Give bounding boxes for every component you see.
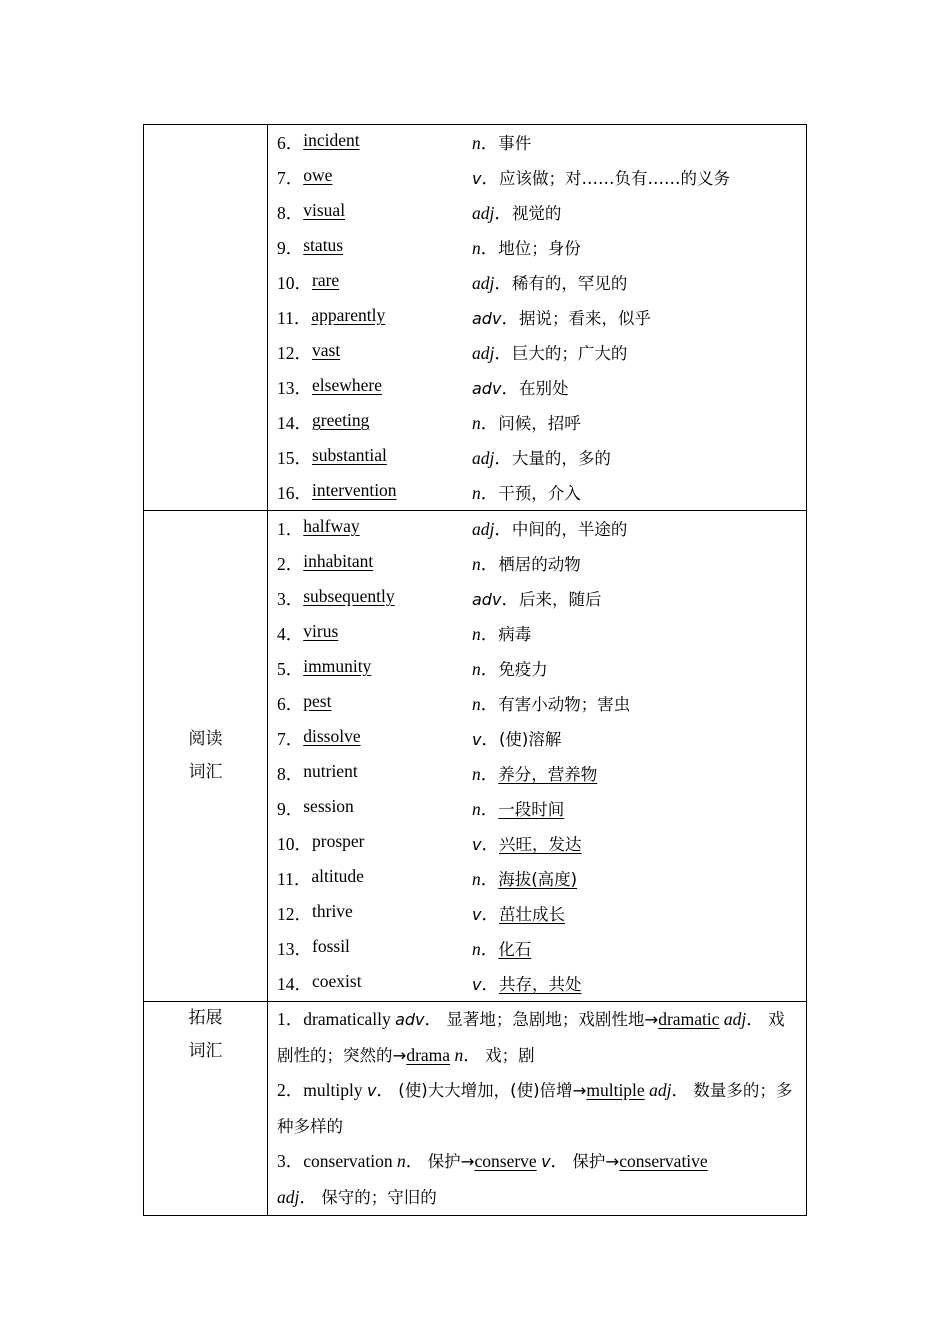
vocab-definition: 稀有的，罕见的: [511, 274, 628, 293]
vocab-row: [277, 756, 806, 791]
vocab-word: rare: [312, 270, 340, 290]
pos-separator: ．: [480, 659, 499, 679]
vocab-word-cell: [277, 516, 472, 541]
item-number: 3．: [277, 589, 304, 609]
section-2-word-list: [268, 511, 806, 1001]
vocab-definition-cell: [472, 410, 581, 435]
vocab-word-cell: [277, 726, 472, 751]
vocab-word-cell: [277, 375, 472, 400]
vocab-word-cell: [277, 901, 472, 926]
vocab-row: [277, 265, 806, 300]
vocab-word-cell: [277, 165, 472, 190]
vocab-definition-cell: [472, 305, 651, 330]
vocab-word-cell: [277, 340, 472, 365]
pos-separator: ．: [501, 308, 519, 328]
vocab-row: [277, 861, 806, 896]
vocab-definition-cell: [472, 621, 531, 646]
vocab-definition-cell: [472, 761, 597, 786]
vocab-definition: 有害小动物；害虫: [498, 695, 631, 714]
pos-separator: ．: [494, 519, 512, 539]
vocab-definition-cell: [472, 656, 548, 681]
vocab-row: [277, 651, 806, 686]
item-number: 10．: [277, 273, 312, 293]
part-of-speech: adv: [472, 379, 502, 398]
vocab-definition-cell: [472, 586, 601, 611]
item-number: 7．: [277, 168, 304, 188]
vocab-definition: 免疫力: [498, 660, 548, 679]
extended-item: 3．conservation n． 保护→conserve v． 保护→conservative adj． 保守的；守旧的: [277, 1151, 708, 1207]
vocab-row: [277, 511, 806, 546]
vocab-word: nutrient: [303, 761, 358, 781]
item-number: 1．: [277, 519, 304, 539]
pos-separator: ．: [480, 939, 499, 959]
item-number: 5．: [277, 659, 304, 679]
pos-separator: ．: [480, 483, 499, 503]
vocab-definition-cell: [472, 235, 581, 260]
section-1-label-cell: [144, 125, 268, 511]
pos-separator: ．: [480, 554, 499, 574]
vocab-definition: 据说；看来，似乎: [518, 309, 651, 328]
vocab-row: [277, 475, 806, 510]
item-number: 7．: [277, 729, 304, 749]
pos-separator: ．: [480, 694, 499, 714]
extended-item: 1．dramatically adv． 显著地；急剧地；戏剧性地→dramatic adj． 戏剧性的；突然的→drama n． 戏；剧: [277, 1009, 785, 1065]
part-of-speech: adj: [472, 343, 495, 363]
part-of-speech: n: [472, 869, 481, 889]
vocab-word-cell: [277, 936, 472, 961]
vocab-word: visual: [303, 200, 346, 220]
part-of-speech: n: [472, 764, 481, 784]
vocab-definition: 中间的，半途的: [511, 520, 628, 539]
item-number: 11．: [277, 308, 312, 328]
vocab-definition: 视觉的: [511, 204, 562, 223]
vocab-definition-cell: [472, 971, 581, 996]
vocab-definition: 兴旺，发达: [498, 835, 582, 854]
vocabulary-table: [143, 124, 807, 1216]
item-number: 6．: [277, 133, 304, 153]
item-number: 13．: [277, 939, 312, 959]
item-number: 6．: [277, 694, 304, 714]
table-row-section-3: [144, 1002, 807, 1216]
vocab-word: session: [303, 796, 354, 816]
item-number: 9．: [277, 238, 304, 258]
part-of-speech: adj: [472, 273, 495, 293]
vocab-definition-cell: [472, 130, 531, 155]
section-label-extended-vocab: 拓展 词汇: [188, 1008, 223, 1061]
vocab-definition-cell: [472, 516, 627, 541]
vocab-row: [277, 125, 806, 160]
vocab-word-cell: [277, 305, 472, 330]
vocab-definition: (使)溶解: [498, 730, 562, 749]
part-of-speech: n: [472, 554, 481, 574]
part-of-speech: n: [472, 483, 481, 503]
item-number: 2．: [277, 554, 304, 574]
vocab-definition-cell: [472, 901, 565, 926]
vocab-row: [277, 721, 806, 756]
vocab-row: [277, 616, 806, 651]
pos-separator: ．: [481, 904, 499, 924]
derived-word: conservative: [619, 1151, 708, 1171]
vocab-word: elsewhere: [312, 375, 382, 395]
pos-separator: ．: [480, 133, 499, 153]
vocab-row: [277, 686, 806, 721]
vocab-row: [277, 826, 806, 861]
vocab-row: [277, 546, 806, 581]
vocab-definition: 养分，营养物: [498, 765, 598, 784]
vocab-word-cell: [277, 445, 472, 470]
vocab-word-cell: [277, 270, 472, 295]
vocab-row: [277, 966, 806, 1001]
vocab-word: vast: [312, 340, 341, 360]
vocab-definition-cell: [472, 200, 561, 225]
vocab-word-cell: [277, 200, 472, 225]
part-of-speech: v: [472, 975, 482, 994]
vocab-row: [277, 195, 806, 230]
vocab-word: subsequently: [303, 586, 395, 606]
vocab-definition-cell: [472, 340, 627, 365]
pos-separator: ．: [481, 834, 499, 854]
vocab-definition: 在别处: [518, 379, 569, 398]
part-of-speech: adj: [472, 448, 495, 468]
vocab-word-cell: [277, 551, 472, 576]
vocab-word: immunity: [303, 656, 372, 676]
pos-separator: ．: [480, 624, 499, 644]
item-number: 11．: [277, 869, 312, 889]
vocab-definition-cell: [472, 866, 577, 891]
section-label-reading-vocab: 阅读 词汇: [188, 729, 223, 782]
section-1-word-list: [268, 125, 806, 510]
vocab-definition: 大量的，多的: [511, 449, 611, 468]
extended-item: 2．multiply v． (使)大大增加，(使)倍增→multiple adj． 数量多的；多种多样的: [277, 1080, 793, 1136]
part-of-speech: adv: [472, 309, 502, 328]
vocab-definition: 茁壮成长: [498, 905, 565, 924]
vocab-word: intervention: [312, 480, 397, 500]
pos-separator: ．: [480, 413, 499, 433]
vocab-row: [277, 931, 806, 966]
item-number: 10．: [277, 834, 312, 854]
vocab-word: thrive: [312, 901, 353, 921]
item-number: 4．: [277, 624, 304, 644]
section-2-content-cell: [268, 511, 807, 1002]
derived-word: conserve: [474, 1151, 537, 1171]
vocab-row: [277, 405, 806, 440]
part-of-speech: v: [472, 835, 482, 854]
vocab-definition: 应该做；对……负有……的义务: [498, 169, 730, 188]
pos-separator: ．: [494, 203, 512, 223]
vocab-definition-cell: [472, 796, 564, 821]
section-3-content-cell: [268, 1002, 807, 1216]
vocab-row: [277, 440, 806, 475]
vocab-word: status: [303, 235, 344, 255]
vocab-word-cell: [277, 831, 472, 856]
vocab-definition-cell: [472, 936, 531, 961]
derived-word: dramatic: [658, 1009, 720, 1029]
vocab-definition-cell: [472, 375, 568, 400]
pos-separator: ．: [480, 799, 499, 819]
part-of-speech: n: [472, 694, 481, 714]
vocab-word: inhabitant: [303, 551, 374, 571]
vocab-word-cell: [277, 621, 472, 646]
section-2-label-cell: [144, 511, 268, 1002]
part-of-speech: n: [472, 799, 481, 819]
item-number: 12．: [277, 343, 312, 363]
pos-separator: ．: [480, 238, 499, 258]
part-of-speech: n: [472, 133, 481, 153]
part-of-speech: adj: [472, 203, 495, 223]
vocab-definition: 栖居的动物: [498, 555, 581, 574]
pos-separator: ．: [494, 448, 512, 468]
part-of-speech: v: [472, 905, 482, 924]
vocab-word: fossil: [312, 936, 350, 956]
vocab-word-cell: [277, 480, 472, 505]
vocab-word-cell: [277, 866, 472, 891]
vocab-definition-cell: [472, 726, 561, 751]
vocab-word: virus: [303, 621, 339, 641]
part-of-speech: n: [472, 659, 481, 679]
vocab-definition-cell: [472, 691, 630, 716]
vocab-definition-cell: [472, 831, 581, 856]
vocab-definition: 共存，共处: [498, 975, 582, 994]
vocab-word: dissolve: [303, 726, 361, 746]
vocab-definition-cell: [472, 551, 581, 576]
vocab-definition: 后来，随后: [518, 590, 602, 609]
pos-separator: ．: [481, 168, 499, 188]
vocab-word: greeting: [312, 410, 370, 430]
table-row-section-2: [144, 511, 807, 1002]
item-number: 9．: [277, 799, 304, 819]
vocab-definition: 巨大的；广大的: [511, 344, 628, 363]
pos-separator: ．: [494, 273, 512, 293]
vocab-word: coexist: [312, 971, 362, 991]
vocab-row: [277, 300, 806, 335]
vocab-definition: 问候，招呼: [498, 414, 581, 433]
vocab-word-cell: [277, 796, 472, 821]
vocab-word: apparently: [311, 305, 386, 325]
part-of-speech: n: [472, 238, 481, 258]
part-of-speech: adv: [472, 590, 502, 609]
vocab-word: substantial: [312, 445, 387, 465]
vocab-word: altitude: [311, 866, 364, 886]
vocab-definition: 海拔(高度): [498, 870, 578, 889]
vocab-definition-cell: [472, 480, 581, 505]
vocab-row: [277, 896, 806, 931]
vocab-word-cell: [277, 235, 472, 260]
item-number: 14．: [277, 974, 312, 994]
section-1-content-cell: [268, 125, 807, 511]
vocab-word-cell: [277, 656, 472, 681]
vocab-definition: 干预，介入: [498, 484, 581, 503]
vocab-word-cell: [277, 691, 472, 716]
item-number: 8．: [277, 764, 304, 784]
pos-separator: ．: [501, 589, 519, 609]
vocab-row: [277, 370, 806, 405]
vocab-word: pest: [303, 691, 332, 711]
vocab-definition: 事件: [498, 134, 532, 153]
part-of-speech: v: [472, 169, 482, 188]
derived-word: drama: [406, 1044, 451, 1065]
pos-separator: ．: [494, 343, 512, 363]
vocab-definition: 地位；身份: [498, 239, 581, 258]
vocab-row: [277, 230, 806, 265]
vocab-definition-cell: [472, 165, 730, 190]
pos-separator: ．: [480, 869, 499, 889]
vocab-word-cell: [277, 761, 472, 786]
item-number: 16．: [277, 483, 312, 503]
part-of-speech: n: [472, 939, 481, 959]
vocab-definition: 一段时间: [498, 800, 565, 819]
table-row-section-1: [144, 125, 807, 511]
part-of-speech: n: [472, 624, 481, 644]
vocab-word: halfway: [303, 516, 360, 536]
vocab-word-cell: [277, 410, 472, 435]
pos-separator: ．: [481, 974, 499, 994]
pos-separator: ．: [501, 378, 519, 398]
vocab-word: prosper: [312, 831, 365, 851]
part-of-speech: v: [472, 730, 482, 749]
vocab-row: [277, 335, 806, 370]
item-number: 15．: [277, 448, 312, 468]
vocab-word-cell: [277, 130, 472, 155]
vocab-word-cell: [277, 586, 472, 611]
vocab-word-cell: [277, 971, 472, 996]
item-number: 13．: [277, 378, 312, 398]
vocab-row: [277, 791, 806, 826]
derived-word: multiple: [586, 1080, 645, 1100]
vocab-word: incident: [303, 130, 360, 150]
vocab-definition-cell: [472, 270, 627, 295]
pos-separator: ．: [480, 764, 499, 784]
item-number: 8．: [277, 203, 304, 223]
vocab-definition: 化石: [498, 940, 532, 959]
part-of-speech: adj: [472, 519, 495, 539]
part-of-speech: n: [472, 413, 481, 433]
vocab-definition: 病毒: [498, 625, 532, 644]
vocab-row: [277, 160, 806, 195]
extended-vocab-list: [268, 1002, 806, 1215]
pos-separator: ．: [481, 729, 499, 749]
vocab-row: [277, 581, 806, 616]
item-number: 14．: [277, 413, 312, 433]
item-number: 12．: [277, 904, 312, 924]
section-3-label-cell: [144, 1002, 268, 1216]
vocab-word: owe: [303, 165, 333, 185]
vocab-definition-cell: [472, 445, 611, 470]
